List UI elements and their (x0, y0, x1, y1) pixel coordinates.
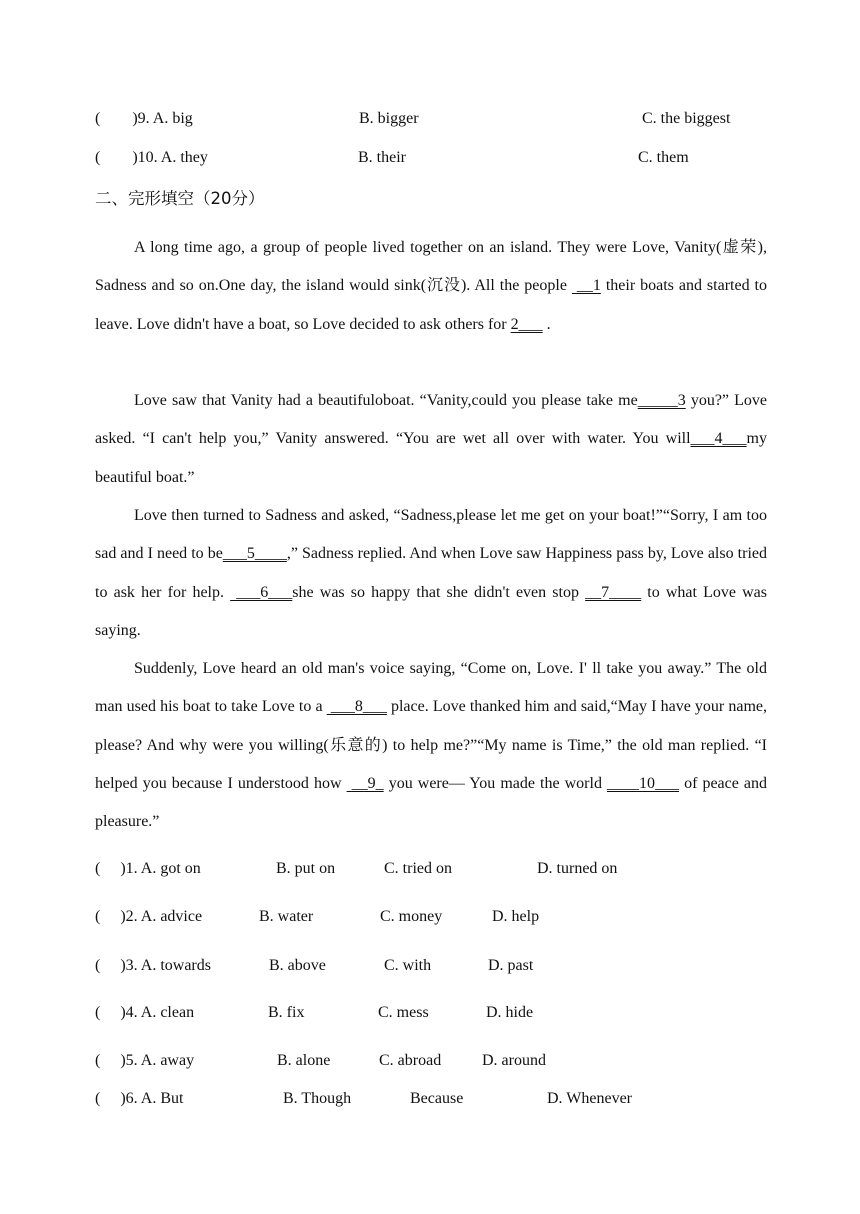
question-4-option-b: B. fix (268, 1004, 305, 1021)
passage-text: place. Love thanked him and said,“May I have your name, please? And why were you willing(乐意的) to help me?”“My name is Time,” the old man replied. “I helped you because I understood how (95, 698, 768, 792)
passage-paragraph-4 (95, 650, 767, 841)
question-1-option-b: B. put on (276, 860, 336, 877)
question-1-option-d: D. turned on (537, 860, 618, 877)
question-4-option-a: ( )4. A. clean (95, 1004, 195, 1021)
passage-text: their boats and started to leave. Love didn't have a boat, so Love decided to ask others for (95, 277, 767, 333)
passage-text: to what Love was saying. (95, 583, 768, 639)
passage-paragraph-1 (95, 229, 767, 344)
blank-8: ___8___ (326, 698, 387, 716)
passage-paragraph-2 (95, 382, 767, 497)
blank-7: __7____ (585, 583, 642, 601)
question-5-option-c: C. abroad (379, 1052, 442, 1069)
section-heading: 二、完形填空（20分） (95, 189, 265, 208)
passage-text: of peace and pleasure.” (95, 774, 768, 831)
blank-5: ___5____ (222, 545, 287, 563)
question-2-option-c: C. money (380, 908, 443, 925)
passage-text: Love saw that Vanity had a beautifuloboat. “Vanity,could you please take me (134, 392, 638, 409)
question-10-option-a: ( )10. A. they (95, 149, 208, 166)
blank-3: _____3 (637, 392, 686, 409)
question-1-option-a: ( )1. A. got on (95, 860, 201, 877)
question-3-option-d: D. past (488, 957, 534, 974)
blank-10: ____10___ (607, 774, 680, 792)
question-3-option-a: ( )3. A. towards (95, 957, 211, 974)
passage-text: my beautiful boat.” (95, 430, 767, 486)
question-6-option-a: ( )6. A. But (95, 1090, 184, 1107)
blank-4: ___4___ (690, 430, 747, 448)
question-4-option-c: C. mess (378, 1004, 429, 1021)
passage-text: . (542, 315, 551, 333)
question-10-option-c: C. them (638, 149, 689, 166)
blank-1: __1 (571, 277, 601, 295)
question-9-option-b: B. bigger (359, 110, 419, 127)
passage-text: Suddenly, Love heard an old man's voice saying, “Come on, Love. I' ll take you away.” The old man used his boat to take Love to a (95, 660, 767, 716)
passage-text: you were— You made the world (383, 774, 608, 792)
question-5-option-b: B. alone (277, 1052, 331, 1069)
question-9-option-a: ( )9. A. big (95, 110, 193, 127)
question-5-option-a: ( )5. A. away (95, 1052, 195, 1069)
question-9-option-c: C. the biggest (642, 110, 731, 127)
question-6-option-c: Because (410, 1090, 464, 1107)
blank-9: __9_ (346, 774, 384, 792)
question-6-option-d: D. Whenever (547, 1090, 632, 1107)
question-3-option-c: C. with (384, 957, 432, 974)
passage-text: Love then turned to Sadness and asked, “Sadness,please let me get on your boat!”“Sorry, I am too sad and I need to be (95, 507, 767, 563)
question-1-option-c: C. tried on (384, 860, 452, 877)
passage-text: she was so happy that she didn't even stop (292, 583, 586, 601)
passage-text: ,” Sadness replied. And when Love saw Happiness pass by, Love also tried to ask her for help. (95, 545, 767, 601)
question-6-option-b: B. Though (283, 1090, 352, 1107)
passage-text: you?” Love asked. “I can't help you,” Vanity answered. “You are wet all over with water. You will (95, 392, 768, 448)
question-2-option-b: B. water (259, 908, 314, 925)
question-4-option-d: D. hide (486, 1004, 534, 1021)
blank-6: ___6___ (230, 583, 293, 601)
question-3-option-b: B. above (269, 957, 326, 974)
question-2-option-a: ( )2. A. advice (95, 908, 203, 925)
question-10-option-b: B. their (358, 149, 406, 166)
passage-paragraph-3 (95, 497, 767, 650)
passage-text: A long time ago, a group of people lived together on an island. They were Love, Vanity(虚荣), Sadness and so on.One day, the island would sink(沉没). All the people (95, 239, 767, 295)
question-2-option-d: D. help (492, 908, 540, 925)
question-5-option-d: D. around (482, 1052, 546, 1069)
blank-2: 2___ (510, 315, 543, 333)
